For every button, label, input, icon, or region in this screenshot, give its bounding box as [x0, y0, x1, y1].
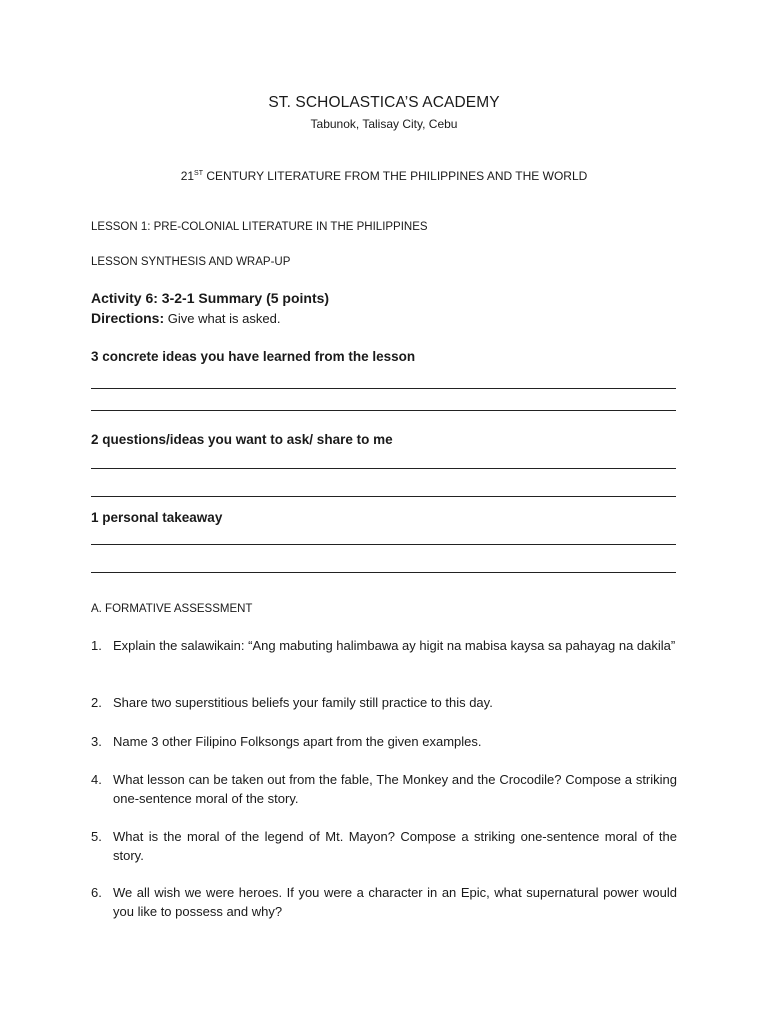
answer-line[interactable]	[91, 496, 676, 497]
directions	[91, 310, 280, 326]
list-item	[91, 827, 677, 865]
question-text: We all wish we were heroes. If you were a character in an Epic, what supernatural power would you like to possess and why?	[113, 885, 677, 919]
answer-line[interactable]	[91, 410, 676, 411]
list-item	[91, 883, 677, 921]
school-address: Tabunok, Talisay City, Cebu	[310, 117, 458, 131]
directions-label: Directions:	[91, 310, 165, 326]
question-number: 2.	[91, 695, 102, 710]
formative-assessment-heading: A. FORMATIVE ASSESSMENT	[91, 603, 253, 615]
lesson-subtitle: LESSON SYNTHESIS AND WRAP-UP	[91, 256, 291, 268]
list-item	[91, 636, 677, 655]
answer-line[interactable]	[91, 468, 676, 469]
question-text: What is the moral of the legend of Mt. Mayon? Compose a striking one-sentence moral of the story.	[113, 829, 677, 863]
section-heading-questions-ideas: 2 questions/ideas you want to ask/ share to me	[91, 432, 393, 447]
question-number: 3.	[91, 734, 102, 749]
answer-line[interactable]	[91, 544, 676, 545]
activity-title: Activity 6: 3-2-1 Summary (5 points)	[91, 290, 330, 306]
question-number: 6.	[91, 885, 102, 900]
question-text: Share two superstitious beliefs your family still practice to this day.	[113, 695, 493, 710]
lesson-title: LESSON 1: PRE-COLONIAL LITERATURE IN THE PHILIPPINES	[91, 221, 428, 233]
answer-line[interactable]	[91, 388, 676, 389]
section-heading-personal-takeaway: 1 personal takeaway	[91, 510, 223, 525]
course-title	[0, 169, 768, 183]
list-item	[91, 770, 677, 808]
course-title-text: CENTURY LITERATURE FROM THE PHILIPPINES AND THE WORLD	[203, 169, 588, 183]
course-number-superscript: ST	[194, 170, 203, 177]
answer-line[interactable]	[91, 572, 676, 573]
list-item	[91, 732, 677, 751]
school-name: ST. SCHOLASTICA’S ACADEMY	[268, 94, 500, 111]
section-heading-concrete-ideas: 3 concrete ideas you have learned from the lesson	[91, 349, 416, 364]
course-number: 21	[180, 169, 195, 183]
question-text: Explain the salawikain: “Ang mabuting halimbawa ay higit na mabisa kaysa sa pahayag na dakila”	[113, 638, 676, 653]
question-number: 1.	[91, 638, 102, 653]
question-text: Name 3 other Filipino Folksongs apart from the given examples.	[113, 734, 482, 749]
question-number: 4.	[91, 772, 102, 787]
question-number: 5.	[91, 829, 102, 844]
list-item	[91, 693, 677, 712]
directions-text: Give what is asked.	[164, 311, 281, 326]
question-text: What lesson can be taken out from the fable, The Monkey and the Crocodile? Compose a striking one-sentence moral of the story.	[113, 772, 677, 806]
